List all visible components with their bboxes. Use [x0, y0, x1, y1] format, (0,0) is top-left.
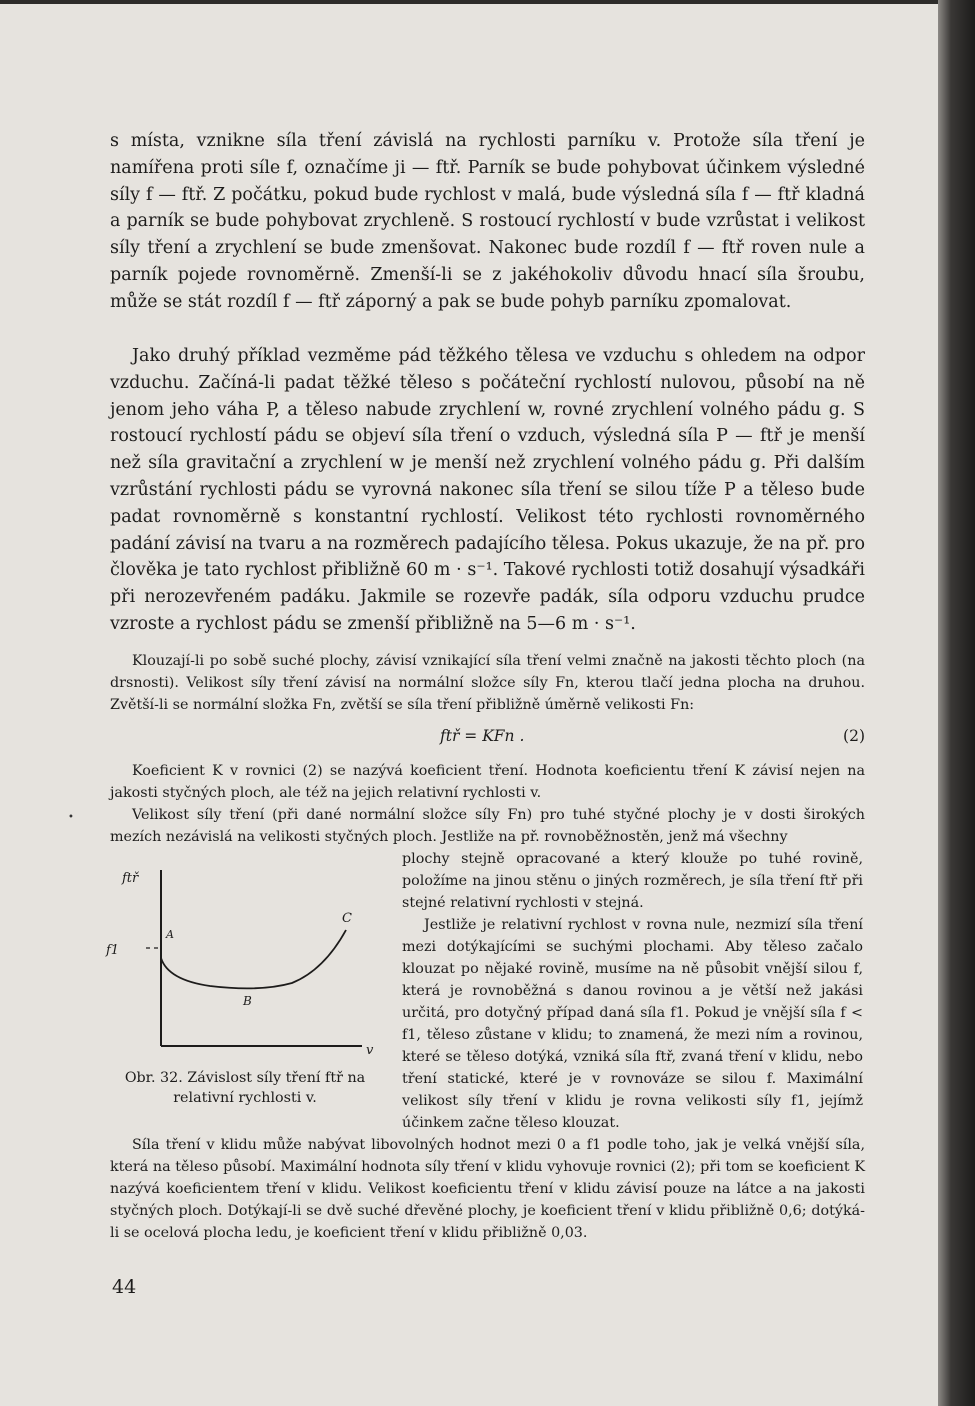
paragraph-2: Jako druhý příklad vezměme pád těžkého tělesa ve vzduchu s ohledem na odpor vzduchu. Začíná-li padat těžké těleso s počáteční rychlostí nulovou, působí na ně jenom jeho váha P, a těleso nabude zrychlení w, rovné zrychlení volného pádu g. S rostoucí rychlostí pádu se objeví síla tření o vzduch, výsledná síla P — ftř je menší než síla gravitační a zrychlení w je menší než zrychlení volného pádu g. Při dalším vzrůstání rychlosti pádu se vyrovná nakonec síla tření se silou tíže P a těleso bude padat rovnoměrně s konstantní rychlostí. Velikost této rychlosti rovnoměrného padání závisí na tvaru a na rozměrech padajícího tělesa. Pokus ukazuje, že na př. pro člověka je tato rychlost přibližně 60 m · s⁻¹. Takové rychlosti totiž dosahují výsadkáři při nerozevřeném padáku. Jakmile se rozevře padák, síla odporu vzduchu prudce vzroste a rychlost pádu se zmenší přibližně na 5—6 m · s⁻¹. [110, 346, 865, 634]
y-axis-label: ftř [122, 871, 139, 886]
f1-label: f1 [106, 943, 120, 958]
figure-caption: Obr. 32. Závislost síly tření ftř na relativní rychlosti v. [124, 1070, 366, 1106]
point-a-label: A [166, 928, 174, 941]
paragraph-3: Klouzají-li po sobě suché plochy, závisí vznikající síla tření velmi značně na jakosti těchto ploch (na drsnosti). Velikost síly tření závisí na normální složce síly Fn, kterou tlačí jedna plocha na druhou. Zvětší-li se normální složka Fn, zvětší se síla tření přibližně úměrně velikosti Fn: [110, 653, 865, 713]
page-number: 44 [112, 1276, 137, 1298]
paragraph-7: Jestliže je relativní rychlost v rovna nule, nezmizí síla tření mezi dotýkajícími se suchými plochami. Aby těleso začalo klouzat po nějaké rovině, musíme na ně působit vnější silou f, která je rovnoběžná s danou rovinou a je větší než jakási určitá, pro dotyčný případ daná síla f1. Pokud je vnější síla f < f1, těleso zůstane v klidu; to znamená, že mezi ním a rovinou, které se těleso dotýká, vzniká síla ftř, zvaná tření v klidu, nebo tření statické, které je v rovnováze se silou f. Maximální velikost síly tření v klidu je rovna velikosti síly f1, jejímž účinkem začne těleso klouzat. [402, 917, 863, 1131]
paragraph-8: Síla tření v klidu může nabývat libovolných hodnot mezi 0 a f1 podle toho, jak je velká vnější síla, která na těleso působí. Maximální hodnota síly tření v klidu vyhovuje rovnici (2); při tom se koeficient K nazývá koeficientem tření v klidu. Velikost koeficientu tření v klidu závisí pouze na látce a na jakosti styčných ploch. Dotýkají-li se dvě suché dřevěné plochy, je koeficient tření v klidu přibližně 0,6; dotýká-li se ocelová plocha ledu, je koeficient tření v klidu přibližně 0,03. [110, 1137, 865, 1241]
equation: ftř = KFn . [440, 727, 525, 745]
paragraph-5: Velikost síly tření (při dané normální složce síly Fn) pro tuhé styčné plochy je v dosti širokých mezích nezávislá na velikosti styčných ploch. Jestliže na př. rovnoběžnostěn, jenž má všechny [110, 807, 865, 845]
point-c-label: C [342, 911, 352, 926]
paragraph-4: Koeficient K v rovnici (2) se nazývá koeficient tření. Hodnota koeficientu tření K závisí nejen na jakosti styčných ploch, ale též na jejich relativní rychlosti v. [110, 763, 865, 801]
equation-number: (2) [843, 727, 865, 745]
friction-graph [100, 862, 400, 1072]
top-edge [0, 0, 944, 4]
x-axis-label: v [366, 1043, 374, 1058]
paragraph-6: plochy stejně opracované a který klouže po tuhé rovině, položíme na jinou stěnu o jiných rozměrech, je síla tření ftř při stejné relativní rychlosti v stejná. [402, 851, 863, 911]
book-edge-shadow [938, 0, 975, 1406]
equation-block [110, 720, 865, 750]
paragraph-1: s místa, vznikne síla tření závislá na rychlosti parníku v. Protože síla tření je namířena proti síle f, označíme ji — ftř. Parník se bude pohybovat účinkem výsledné síly f — ftř. Z počátku, pokud bude rychlost v malá, bude výsledná síla f — ftř kladná a parník se bude pohybovat zrychleně. S rostoucí rychlostí v bude vzrůstat i velikost síly tření a zrychlení se bude zmenšovat. Nakonec bude rozdíl f — ftř roven nule a parník pojede rovnoměrně. Zmenší-li se z jakéhokoliv důvodu hnací síla šroubu, může se stát rozdíl f — ftř záporný a pak se bude pohyb parníku zpomalovat. [110, 131, 865, 312]
margin-dot: • [68, 812, 74, 823]
friction-curve [161, 930, 346, 988]
point-b-label: B [243, 994, 252, 1008]
